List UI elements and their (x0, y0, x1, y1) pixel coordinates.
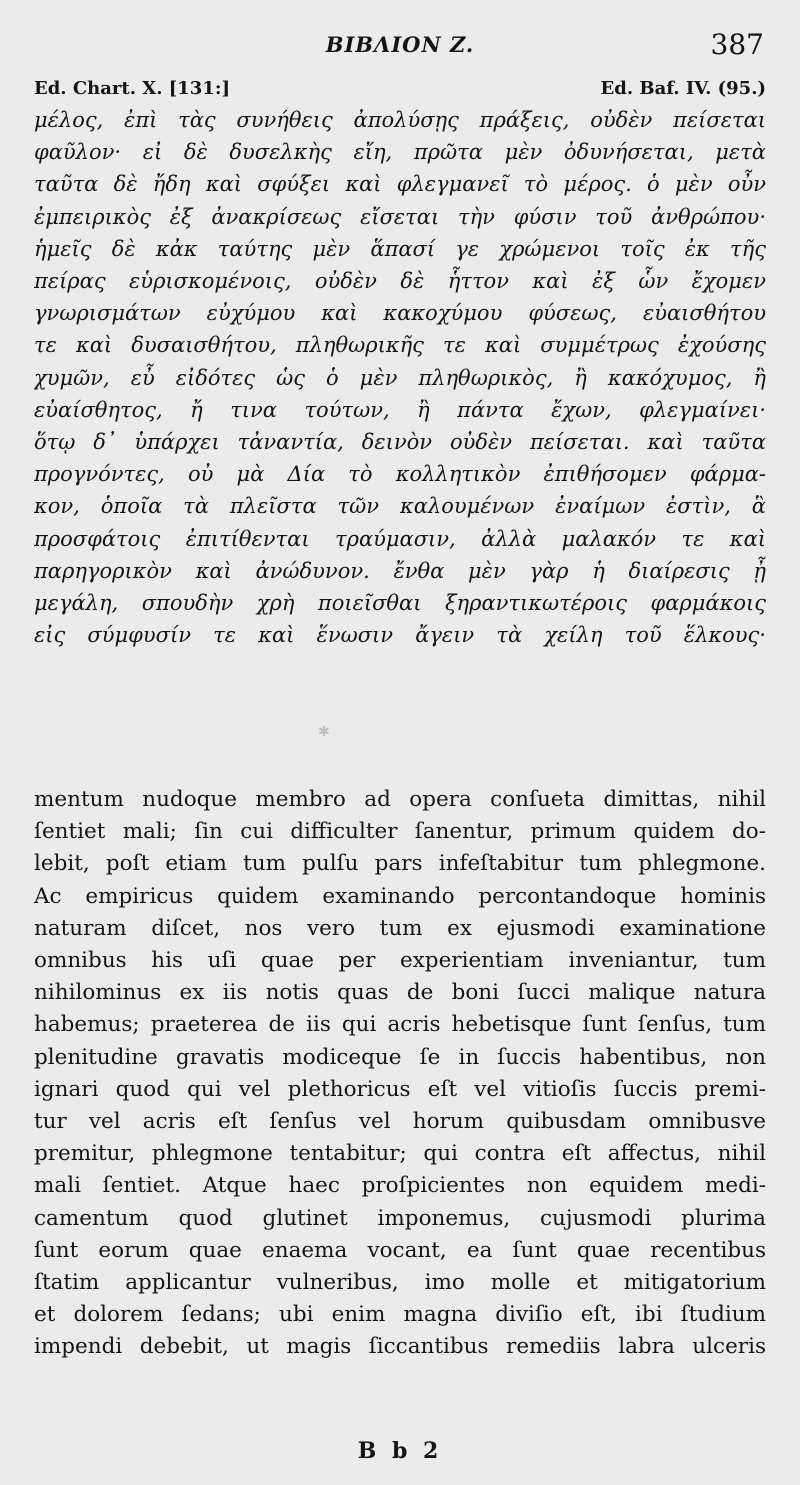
latin-text-line: ſentiet mali; ſin cui difficulter ſanentur, primum quidem do- (34, 819, 766, 845)
page-number: 387 (710, 28, 764, 61)
signature-mark: B b 2 (357, 1438, 443, 1464)
latin-text-line: mali ſentiet. Atque haec proſpicientes non equidem medi- (34, 1173, 766, 1199)
greek-text-line: παρηγορικὸν καὶ ἀνώδυνον. ἔνθα μὲν γὰρ ἡ διαίρεσις ᾖ (34, 558, 766, 583)
latin-text-line: plenitudine gravatis modiceque ſe in ſuccis habentibus, non (34, 1044, 766, 1070)
latin-text-line: et dolorem ſedans; ubi enim magna diviſio eſt, ibi ſtudium (34, 1302, 766, 1328)
latin-text-line: camentum quod glutinet imponemus, cujusmodi plurima (34, 1205, 766, 1231)
latin-text-line: ſtatim applicantur vulneribus, imo molle et mitigatorium (34, 1270, 766, 1296)
edition-basel: Ed. Baf. IV. (95.) (600, 78, 766, 99)
edition-chartier: Ed. Chart. X. [131:] (34, 78, 230, 99)
running-head (34, 28, 766, 62)
edition-references (34, 78, 766, 104)
greek-text-line: εὐαίσθητος, ἤ τινα τούτων, ἢ πάντα ἔχων, φλεγμαίνει· (34, 397, 766, 422)
greek-text-line: μέλος, ἐπὶ τὰς συνήθεις ἀπολύσῃς πράξεις, οὐδὲν πείσεται (34, 108, 766, 132)
latin-text-line: impendi debebit, ut magis ſiccantibus remediis labra ulceris (34, 1334, 766, 1360)
greek-text-line: ὅτῳ δ᾿ ὑπάρχει τἀναντία, δεινὸν οὐδὲν πείσεται. καὶ ταῦτα (34, 430, 766, 455)
running-title: BIBΛION Z. (325, 32, 475, 57)
latin-text-line: premitur, phlegmone tentabitur; qui contra eſt affectus, nihil (34, 1141, 766, 1167)
latin-text-block (34, 784, 766, 1364)
latin-text-line: lebit, poſt etiam tum pulſu pars infeſtabitur tum phlegmone. (34, 851, 766, 877)
latin-text-line: ignari quod qui vel plethoricus eſt vel vitioſis ſuccis premi- (34, 1076, 766, 1102)
latin-text-line: omnibus his uſi quae per experientiam inveniantur, tum (34, 948, 766, 974)
latin-text-line: mentum nudoque membro ad opera conſueta dimittas, nihil (34, 787, 766, 812)
latin-text-line: nihilominus ex iis notis quas de boni ſucci malique natura (34, 980, 766, 1006)
greek-text-line: ἐμπειρικὸς ἐξ ἀνακρίσεως εἴσεται τὴν φύσιν τοῦ ἀνθρώπου· (34, 204, 766, 229)
greek-text-line: φαῦλον· εἰ δὲ δυσελκὴς εἴη, πρῶτα μὲν ὀδυνήσεται, μετὰ (34, 140, 766, 165)
greek-text-line: χυμῶν, εὖ εἰδότες ὡς ὁ μὲν πληθωρικὸς, ἢ κακόχυμος, ἢ (34, 365, 766, 390)
latin-text-line: Ac empiricus quidem examinando percontandoque hominis (34, 883, 766, 909)
greek-text-line: τε καὶ δυσαισθήτου, πληθωρικῆς τε καὶ συμμέτρως ἐχούσης (34, 333, 766, 358)
greek-text-line: εἰς σύμφυσίν τε καὶ ἕνωσιν ἄγειν τὰ χείλη τοῦ ἕλκους· (34, 623, 766, 648)
greek-text-line: ταῦτα δὲ ἤδη καὶ σφύξει καὶ φλεγμανεῖ τὸ μέρος. ὁ μὲν οὖν (34, 172, 766, 197)
greek-text-line: γνωρισμάτων εὐχύμου καὶ κακοχύμου φύσεως, εὐαισθήτου (34, 301, 766, 326)
latin-text-line: ſunt eorum quae enaema vocant, ea ſunt quae recentibus (34, 1237, 766, 1263)
latin-text-line: habemus; praeterea de iis qui acris hebetisque ſunt ſenſus, tum (34, 1012, 766, 1038)
greek-text-line: προγνόντες, οὐ μὰ Δία τὸ κολλητικὸν ἐπιθήσομεν φάρμα- (34, 462, 766, 487)
greek-text-line: ἡμεῖς δὲ κἀκ ταύτης μὲν ἅπασί γε χρώμενοι τοῖς ἐκ τῆς (34, 236, 766, 261)
greek-text-line: κον, ὁποῖα τὰ πλεῖστα τῶν καλουμένων ἐναίμων ἐστὶν, ἃ (34, 494, 766, 519)
greek-text-line: πείρας εὑρισκομένοις, οὐδὲν δὲ ἧττον καὶ ἐξ ὧν ἔχομεν (34, 269, 766, 294)
greek-text-block (34, 104, 766, 651)
latin-text-line: naturam diſcet, nos vero tum ex ejusmodi examinatione (34, 915, 766, 941)
ornament-mark: ✱ (318, 724, 330, 740)
latin-text-line: tur vel acris eſt ſenſus vel horum quibusdam omnibusve (34, 1109, 766, 1135)
greek-text-line: μεγάλη, σπουδὴν χρὴ ποιεῖσθαι ξηραντικωτέροις φαρμάκοις (34, 591, 766, 616)
greek-text-line: προσφάτοις ἐπιτίθενται τραύμασιν, ἀλλὰ μαλακόν τε καὶ (34, 526, 766, 551)
